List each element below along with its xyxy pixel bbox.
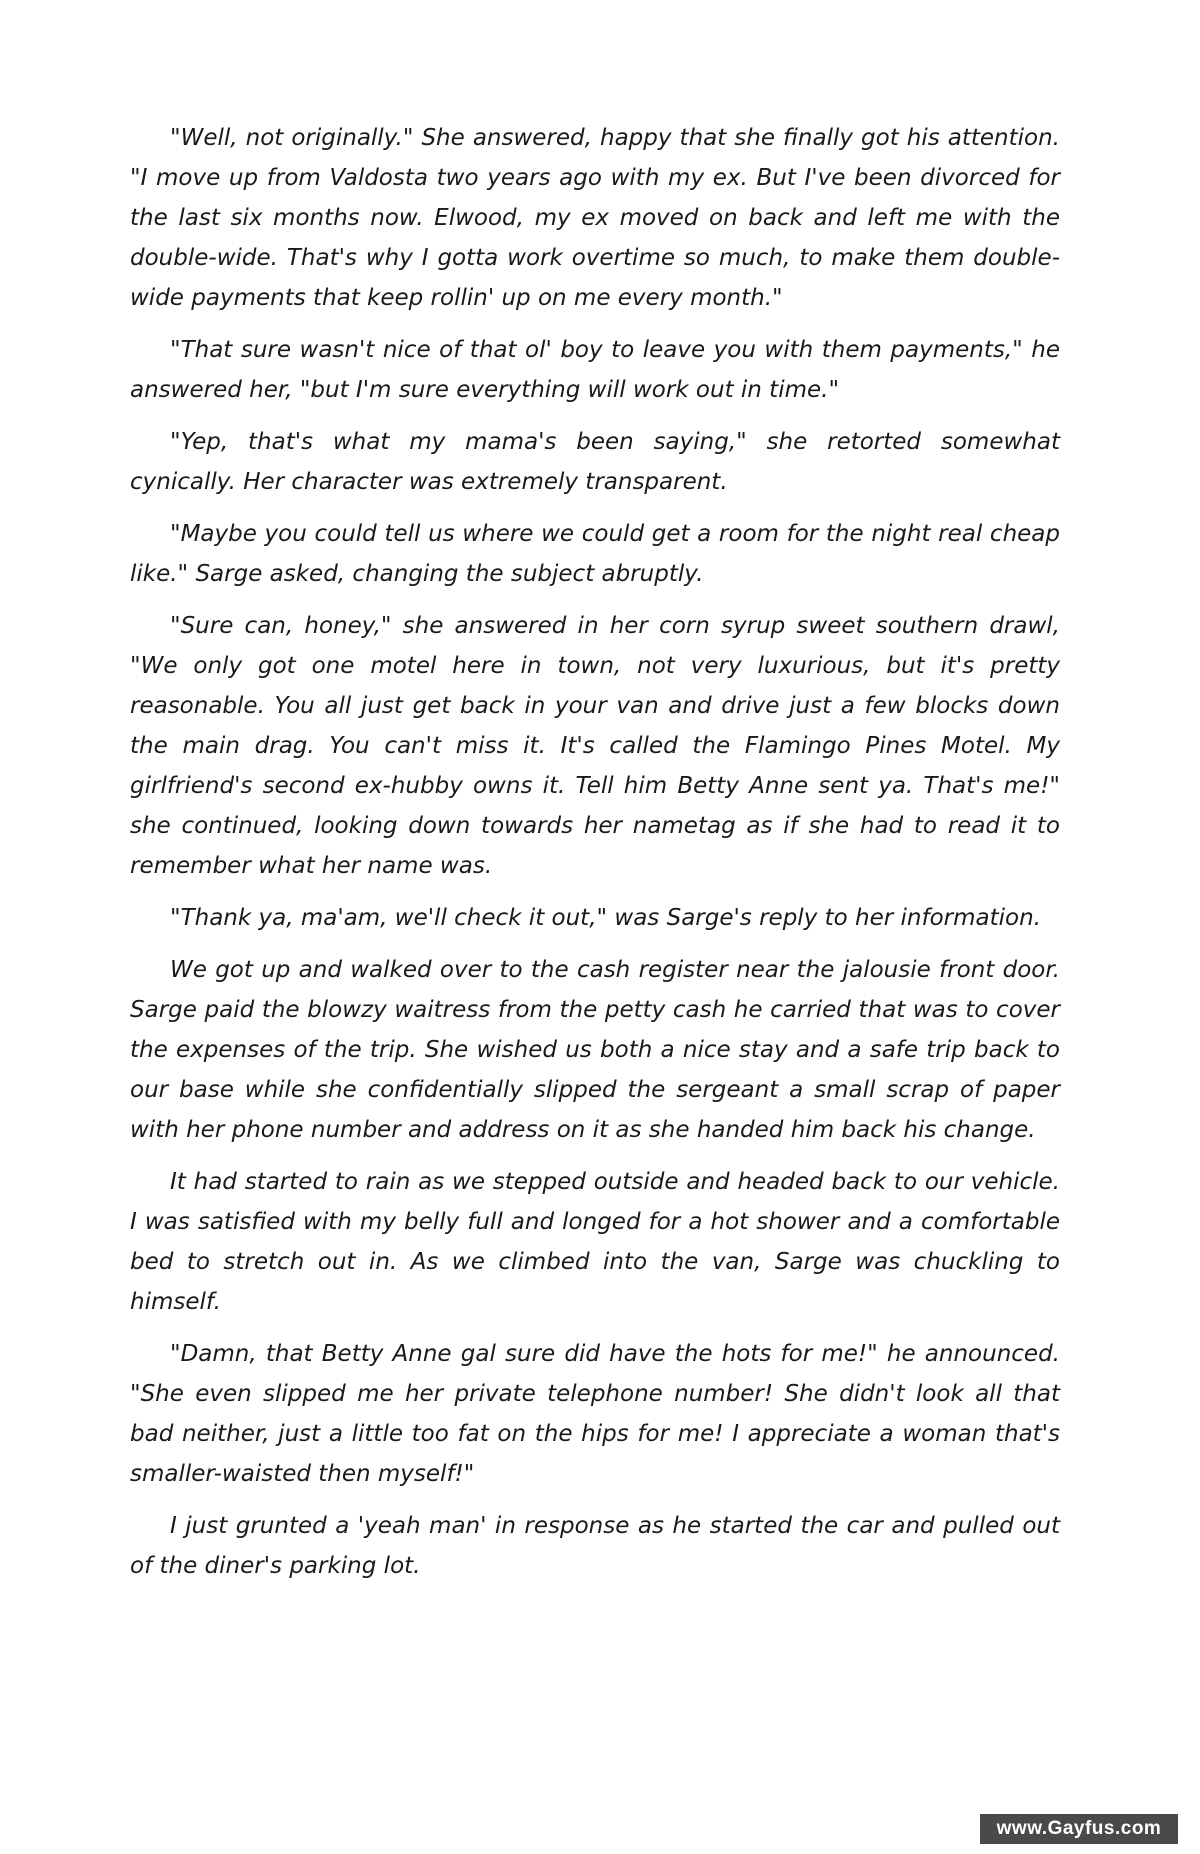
paragraph: We got up and walked over to the cash register near the jalousie front door. Sarge paid the blowzy waitress from the petty cash he carried that was to cover the expenses of the trip. She wished us both a nice stay and a safe trip back to our base while she confidentially slipped the sergeant a small scrap of paper with her phone number and address on it as she handed him back his change. [130, 957, 1060, 1143]
paragraph: "That sure wasn't nice of that ol' boy to leave you with them payments," he answered her, "but I'm sure everything will work out in time." [130, 337, 1060, 403]
paragraph: "Well, not originally." She answered, happy that she finally got his attention. "I move up from Valdosta two years ago with my ex. But I've been divorced for the last six months now. Elwood, my ex moved on back and left me with the double-wide. That's why I gotta work overtime so much, to make them double-wide payments that keep rollin' up on me every month." [130, 125, 1060, 311]
paragraph: "Thank ya, ma'am, we'll check it out," was Sarge's reply to her information. [170, 905, 1041, 931]
watermark-badge: www.Gayfus.com [980, 1814, 1178, 1844]
paragraph: I just grunted a 'yeah man' in response as he started the car and pulled out of the diner's parking lot. [130, 1513, 1060, 1579]
paragraph: "Yep, that's what my mama's been saying," she retorted somewhat cynically. Her character was extremely transparent. [130, 429, 1060, 495]
paragraph: "Maybe you could tell us where we could get a room for the night real cheap like." Sarge asked, changing the subject abruptly. [130, 521, 1060, 587]
paragraph: It had started to rain as we stepped outside and headed back to our vehicle. I was satisfied with my belly full and longed for a hot shower and a comfortable bed to stretch out in. As we climbed into the van, Sarge was chuckling to himself. [130, 1169, 1060, 1315]
paragraph: "Damn, that Betty Anne gal sure did have the hots for me!" he announced. "She even slipped me her private telephone number! She didn't look all that bad neither, just a little too fat on the hips for me! I appreciate a woman that's smaller-waisted then myself!" [130, 1341, 1060, 1487]
paragraph: "Sure can, honey," she answered in her corn syrup sweet southern drawl, "We only got one motel here in town, not very luxurious, but it's pretty reasonable. You all just get back in your van and drive just a few blocks down the main drag. You can't miss it. It's called the Flamingo Pines Motel. My girlfriend's second ex-hubby owns it. Tell him Betty Anne sent ya. That's me!" she continued, looking down towards her nametag as if she had to read it to remember what her name was. [130, 613, 1060, 879]
document-body [130, 118, 1060, 1598]
